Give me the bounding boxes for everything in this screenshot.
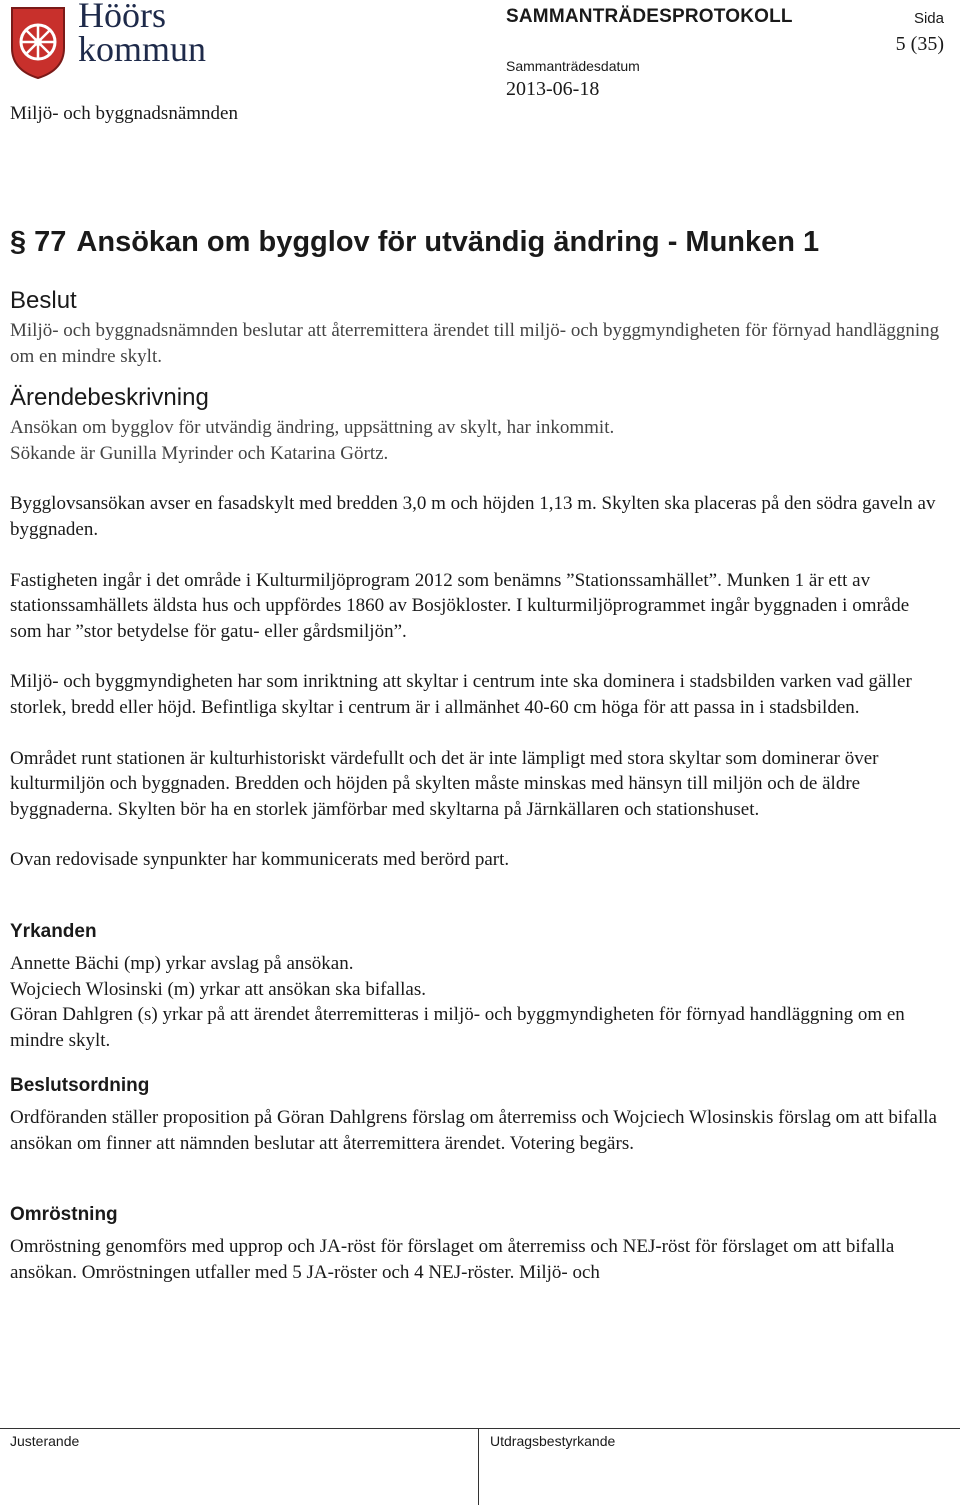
protocol-content	[10, 222, 945, 1286]
footer-column-divider	[478, 1428, 479, 1505]
arende-paragraph: Miljö- och byggmyndigheten har som inriktning att skyltar i centrum inte ska dominera i stadsbilden varken vad gäller storlek, bredd eller höjd. Befintliga skyltar i centrum är i allmänhet 40-60 cm höga för att passa in i stadsbilden.	[10, 671, 912, 718]
item-number: 77	[34, 226, 67, 258]
item-heading	[10, 222, 945, 262]
footer-divider	[0, 1428, 960, 1429]
logo-line-2: kommun	[78, 29, 207, 69]
omrostning-text: Omröstning genomförs med upprop och JA-röst för förslaget om återremiss och NEJ-röst för förslaget om att bifalla ansökan. Omröstningen utfaller med 5 JA-röster och 4 NEJ-röster. Miljö- och	[10, 1236, 895, 1284]
meeting-date-label: Sammanträdesdatum	[506, 58, 640, 74]
department-name: Miljö- och byggnadsnämnden	[10, 103, 238, 124]
yrkande-line: Wojciech Wlosinski (m) yrkar att ansökan ska bifallas.	[10, 978, 427, 1000]
beslutsordning-heading: Beslutsordning	[10, 1075, 150, 1097]
document-title: SAMMANTRÄDESPROTOKOLL	[506, 6, 793, 27]
page-label: Sida	[913, 10, 944, 27]
omrostning-heading: Omröstning	[10, 1204, 118, 1226]
arendebeskrivning-heading: Ärendebeskrivning	[10, 384, 209, 412]
arende-line-1: Ansökan om bygglov för utvändig ändring, uppsättning av skylt, har inkommit.	[10, 417, 615, 439]
coat-of-arms-icon	[8, 4, 68, 80]
beslut-heading: Beslut	[10, 287, 77, 314]
yrkanden-heading: Yrkanden	[10, 920, 97, 942]
arende-paragraph: Ovan redovisade synpunkter har kommunicerats med berörd part.	[10, 849, 510, 871]
utdragsbestyrkande-label: Utdragsbestyrkande	[490, 1433, 616, 1449]
arende-paragraph: Fastigheten ingår i det område i Kulturmiljöprogram 2012 som benämns ”Stationssamhället”. Munken 1 är ett av stationssamhällets äldsta hus och uppfördes 1860 av Bosjökloster. I kulturmiljöprogrammet ingår byggnaden i område som har ”stor betydelse för gatu- eller gårdsmiljön”.	[10, 569, 910, 642]
municipality-logo	[8, 2, 224, 82]
yrkande-line: Annette Bächi (mp) yrkar avslag på ansökan.	[10, 952, 354, 974]
justerande-label: Justerande	[10, 1433, 80, 1449]
beslutsordning-text: Ordföranden ställer proposition på Göran Dahlgrens förslag om återremiss och Wojciech Wlosinskis förslag om att bifalla ansökan om finner att nämnden beslutar att återremittera ärendet. Votering begärs.	[10, 1107, 937, 1154]
logo-wordmark	[78, 0, 207, 69]
logo-line-1: Höörs	[78, 0, 166, 35]
page-number: 5 (35)	[895, 33, 944, 55]
arende-line-2: Sökande är Gunilla Myrinder och Katarina Görtz.	[10, 442, 389, 464]
item-title: Ansökan om bygglov för utvändig ändring - Munken 1	[76, 226, 820, 258]
section-sign: §	[10, 226, 27, 258]
yrkande-line: Göran Dahlgren (s) yrkar på att ärendet återremitteras i miljö- och byggmyndigheten för förnyad handläggning om en mindre skylt.	[10, 1004, 905, 1051]
arende-paragraph: Området runt stationen är kulturhistoriskt värdefullt och det är inte lämpligt med stora skyltar som dominerar över kulturmiljön och byggnaden. Bredden och höjden på skylten måste minskas med hänsyn till miljön och de äldre byggnaderna. Skylten bör ha en storlek jämförbar med skyltarna på Järnkällaren och stationshuset.	[10, 747, 879, 820]
arende-paragraph: Bygglovsansökan avser en fasadskylt med bredden 3,0 m och höjden 1,13 m. Skylten ska placeras på den södra gaveln av byggnaden.	[10, 493, 936, 540]
beslut-text: Miljö- och byggnadsnämnden beslutar att återremittera ärendet till miljö- och byggmyndigheten för förnyad handläggning om en mindre skylt.	[10, 320, 940, 367]
meeting-date-value: 2013-06-18	[506, 78, 600, 100]
